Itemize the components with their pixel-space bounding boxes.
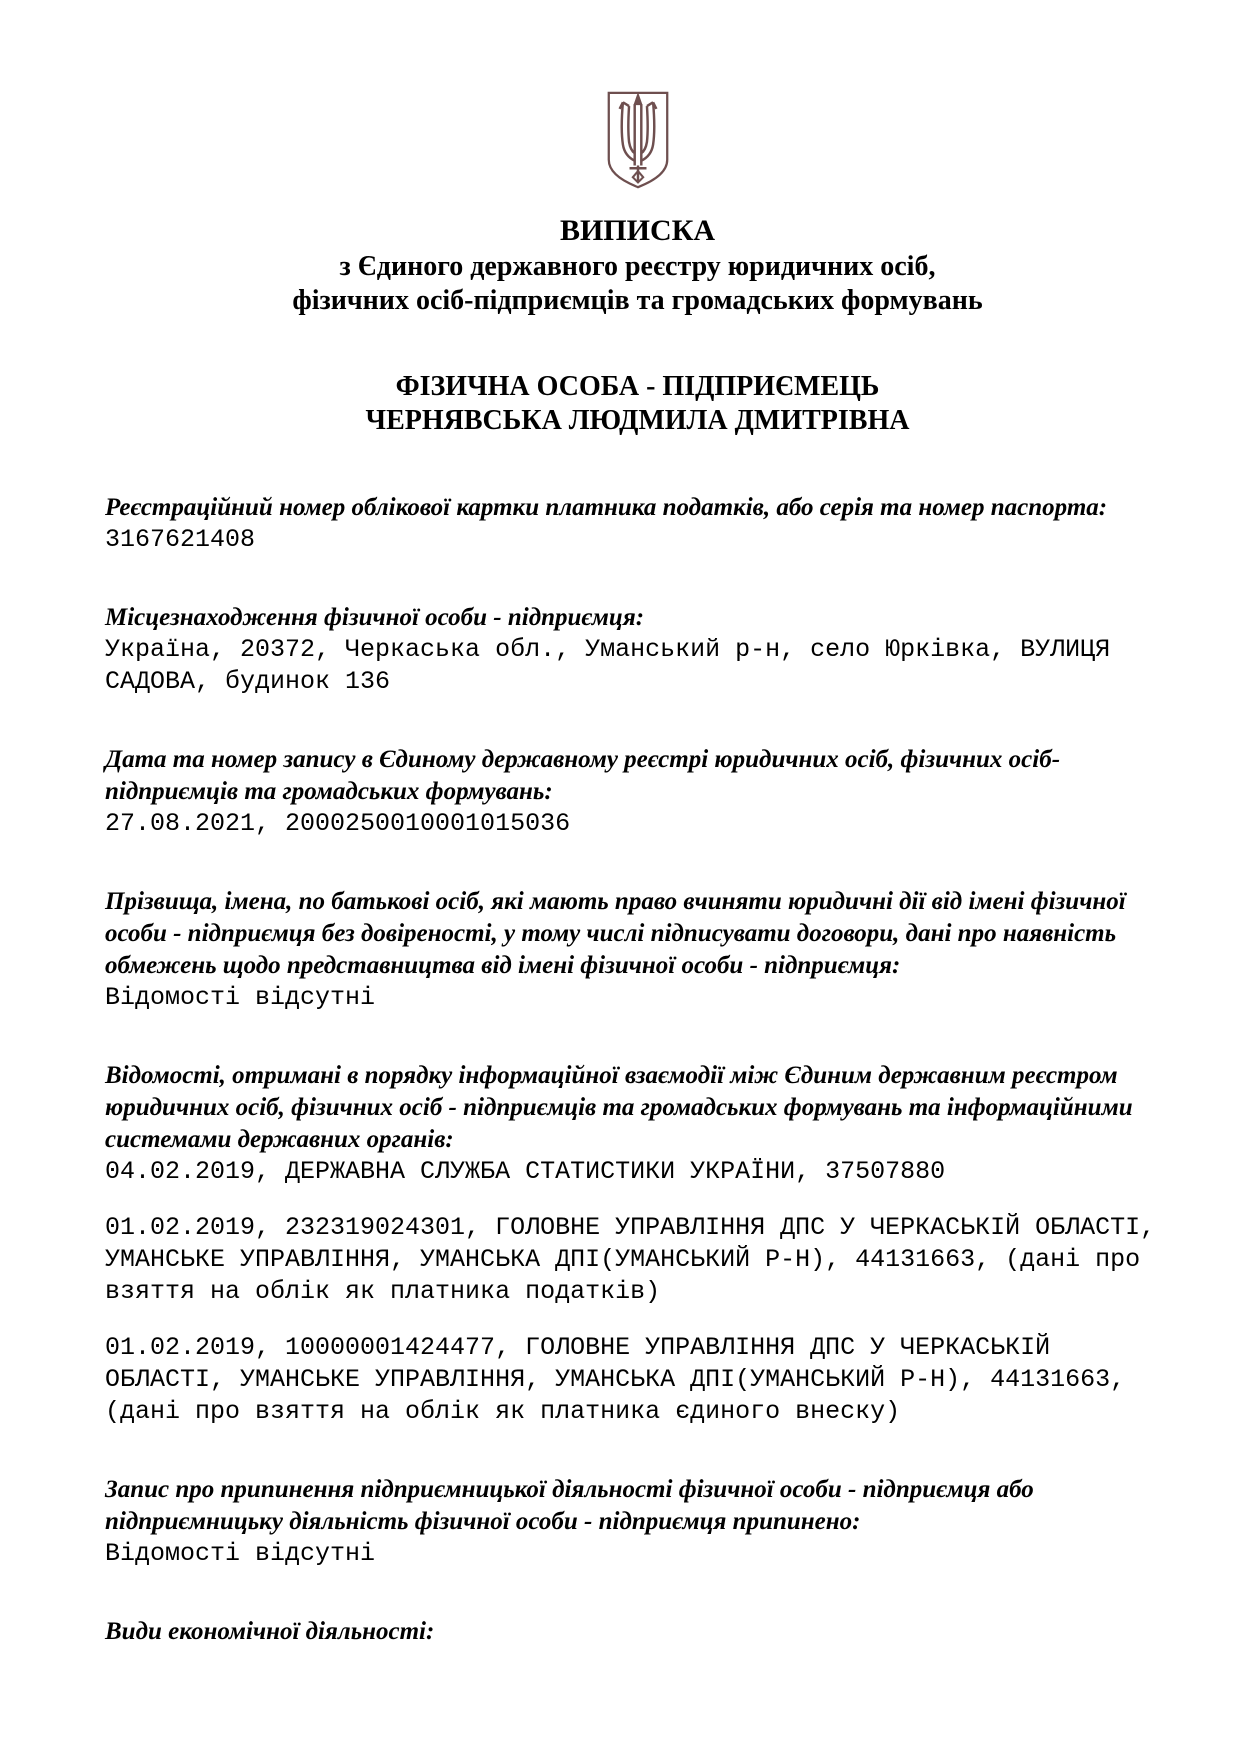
section-heading: Відомості, отримані в порядку інформаційної взаємодії між Єдиним державним реєстром юридичних осіб, фізичних осіб - підприємців та громадських формувань та інформаційними системами державних органів: <box>105 1062 1133 1153</box>
entity-name: ЧЕРНЯВСЬКА ЛЮДМИЛА ДМИТРІВНА <box>365 405 910 436</box>
entity-type: ФІЗИЧНА ОСОБА - ПІДПРИЄМЕЦЬ <box>395 371 880 402</box>
location-value: Україна, 20372, Черкаська обл., Уманський р-н, село Юрківка, ВУЛИЦЯ САДОВА, будинок 136 <box>105 635 1126 696</box>
section-heading: Реєстраційний номер облікової картки платника податків, або серія та номер паспорта: <box>105 494 1108 521</box>
document-subtitle-line2: фізичних осіб-підприємців та громадських формувань <box>292 285 983 316</box>
ukraine-trident-emblem-icon <box>605 90 671 190</box>
section-heading: Види економічної діяльності: <box>105 1618 435 1645</box>
entity-block <box>105 370 1170 438</box>
section-location <box>105 602 1170 698</box>
section-authorized-persons <box>105 886 1170 1014</box>
document-title: ВИПИСКА <box>559 214 716 247</box>
section-heading: Місцезнаходження фізичної особи - підприємця: <box>105 604 645 631</box>
tax-payer-record: 01.02.2019, 232319024301, ГОЛОВНЕ УПРАВЛІННЯ ДПС У ЧЕРКАСЬКІЙ ОБЛАСТІ, УМАНСЬКЕ УПРАВЛІННЯ, УМАНСЬКА ДПІ(УМАНСЬКИЙ Р-Н), 44131663, (дані про взяття на облік як платника податків) <box>105 1213 1171 1306</box>
statistics-service-record: 04.02.2019, ДЕРЖАВНА СЛУЖБА СТАТИСТИКИ УКРАЇНИ, 37507880 <box>105 1157 946 1186</box>
document-header <box>105 90 1170 438</box>
termination-record-value: Відомості відсутні <box>105 1539 376 1568</box>
section-heading: Дата та номер запису в Єдиному державному реєстрі юридичних осіб, фізичних осіб-підприємців та громадських формувань: <box>105 746 1061 805</box>
tax-number-value: 3167621408 <box>105 525 256 554</box>
section-state-registers-info <box>105 1060 1170 1428</box>
section-termination-record <box>105 1474 1170 1570</box>
authorized-persons-value: Відомості відсутні <box>105 983 376 1012</box>
section-tax-number <box>105 492 1170 556</box>
record-date-number-value: 27.08.2021, 2000250010001015036 <box>105 809 571 838</box>
section-economic-activities <box>105 1616 1170 1648</box>
single-contribution-record: 01.02.2019, 10000001424477, ГОЛОВНЕ УПРАВЛІННЯ ДПС У ЧЕРКАСЬКІЙ ОБЛАСТІ, УМАНСЬКЕ УПРАВЛІННЯ, УМАНСЬКА ДПІ(УМАНСЬКИЙ Р-Н), 44131663, (дані про взяття на облік як платника єдиного внеску) <box>105 1333 1141 1426</box>
section-heading: Прізвища, імена, по батькові осіб, які мають право вчиняти юридичні дії від імені фізичної особи - підприємця без довіреності, у тому числі підписувати договори, дані про наявність обмежень щодо представництва від імені фізичної особи - підприємця: <box>105 888 1126 979</box>
section-record-date-number <box>105 744 1170 840</box>
document-subtitle-line1: з Єдиного державного реєстру юридичних осіб, <box>339 251 936 282</box>
section-heading: Запис про припинення підприємницької діяльності фізичної особи - підприємця або підприємницьку діяльність фізичної особи - підприємця припинено: <box>105 1476 1034 1535</box>
